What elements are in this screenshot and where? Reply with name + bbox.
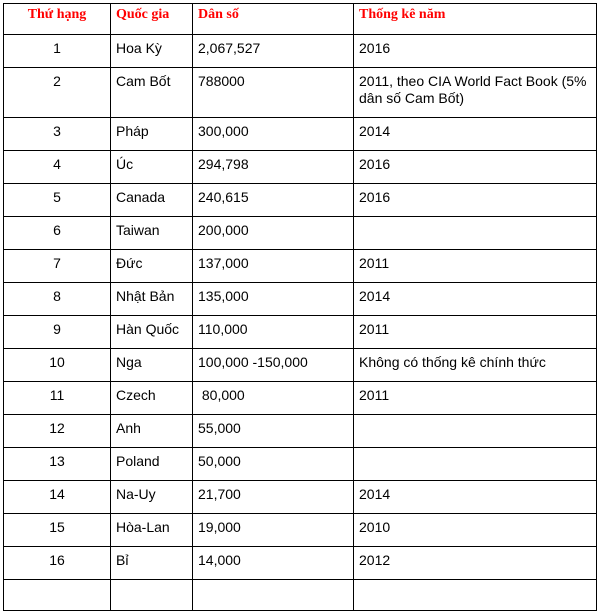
population-cell: 21,700 (193, 481, 354, 514)
rank-cell: 6 (4, 217, 111, 250)
country-cell: Nga (111, 349, 193, 382)
year-cell: 2011 (354, 250, 597, 283)
year-cell: 2011 (354, 382, 597, 415)
country-cell: Czech (111, 382, 193, 415)
table-row (4, 514, 597, 547)
year-cell (354, 448, 597, 481)
header-country: Quốc gia (111, 4, 193, 35)
year-cell: 2016 (354, 35, 597, 68)
table-row (4, 415, 597, 448)
table-row (4, 316, 597, 349)
rank-cell: 10 (4, 349, 111, 382)
population-cell: 137,000 (193, 250, 354, 283)
rank-cell: 11 (4, 382, 111, 415)
year-cell: 2014 (354, 481, 597, 514)
empty-cell (193, 580, 354, 611)
table-row (4, 68, 597, 118)
country-cell: Na-Uy (111, 481, 193, 514)
year-cell (354, 415, 597, 448)
rank-cell: 7 (4, 250, 111, 283)
table-row (4, 118, 597, 151)
country-cell: Poland (111, 448, 193, 481)
population-cell: 14,000 (193, 547, 354, 580)
country-cell: Nhật Bản (111, 283, 193, 316)
header-row (4, 4, 597, 35)
table-row (4, 448, 597, 481)
population-cell: 19,000 (193, 514, 354, 547)
empty-cell (354, 580, 597, 611)
year-cell (354, 217, 597, 250)
population-cell: 100,000 -150,000 (193, 349, 354, 382)
country-cell: Cam Bốt (111, 68, 193, 118)
table-row (4, 481, 597, 514)
rank-cell: 12 (4, 415, 111, 448)
rank-cell: 3 (4, 118, 111, 151)
population-cell: 110,000 (193, 316, 354, 349)
rank-cell: 16 (4, 547, 111, 580)
table-row (4, 184, 597, 217)
population-cell: 300,000 (193, 118, 354, 151)
table-row (4, 250, 597, 283)
table-row (4, 547, 597, 580)
year-cell: 2014 (354, 283, 597, 316)
country-cell: Taiwan (111, 217, 193, 250)
year-cell: 2016 (354, 151, 597, 184)
country-cell: Bỉ (111, 547, 193, 580)
rank-cell: 5 (4, 184, 111, 217)
header-stats-year: Thống kê năm (354, 4, 597, 35)
empty-row (4, 580, 597, 611)
population-cell: 294,798 (193, 151, 354, 184)
population-cell: 55,000 (193, 415, 354, 448)
rank-cell: 2 (4, 68, 111, 118)
population-cell: 50,000 (193, 448, 354, 481)
population-cell: 200,000 (193, 217, 354, 250)
table-row (4, 35, 597, 68)
rank-cell: 15 (4, 514, 111, 547)
population-table (3, 3, 597, 611)
table-row (4, 151, 597, 184)
country-cell: Hàn Quốc (111, 316, 193, 349)
empty-cell (4, 580, 111, 611)
rank-cell: 1 (4, 35, 111, 68)
rank-cell: 14 (4, 481, 111, 514)
year-cell: 2012 (354, 547, 597, 580)
country-cell: Canada (111, 184, 193, 217)
country-cell: Hoa Kỳ (111, 35, 193, 68)
rank-cell: 9 (4, 316, 111, 349)
header-population: Dân số (193, 4, 354, 35)
table-row (4, 217, 597, 250)
population-cell: 2,067,527 (193, 35, 354, 68)
rank-cell: 8 (4, 283, 111, 316)
table-row (4, 382, 597, 415)
country-cell: Úc (111, 151, 193, 184)
country-cell: Anh (111, 415, 193, 448)
year-cell: 2010 (354, 514, 597, 547)
year-cell: 2014 (354, 118, 597, 151)
table-row (4, 349, 597, 382)
table-body (4, 35, 597, 611)
population-cell: 240,615 (193, 184, 354, 217)
year-cell: 2011 (354, 316, 597, 349)
population-cell: 788000 (193, 68, 354, 118)
rank-cell: 13 (4, 448, 111, 481)
population-cell: 80,000 (193, 382, 354, 415)
empty-cell (111, 580, 193, 611)
country-cell: Hòa-Lan (111, 514, 193, 547)
country-cell: Pháp (111, 118, 193, 151)
header-rank: Thứ hạng (4, 4, 111, 35)
year-cell: Không có thống kê chính thức (354, 349, 597, 382)
rank-cell: 4 (4, 151, 111, 184)
country-cell: Đức (111, 250, 193, 283)
table-row (4, 283, 597, 316)
year-cell: 2011, theo CIA World Fact Book (5% dân số Cam Bốt) (354, 68, 597, 118)
year-cell: 2016 (354, 184, 597, 217)
population-cell: 135,000 (193, 283, 354, 316)
